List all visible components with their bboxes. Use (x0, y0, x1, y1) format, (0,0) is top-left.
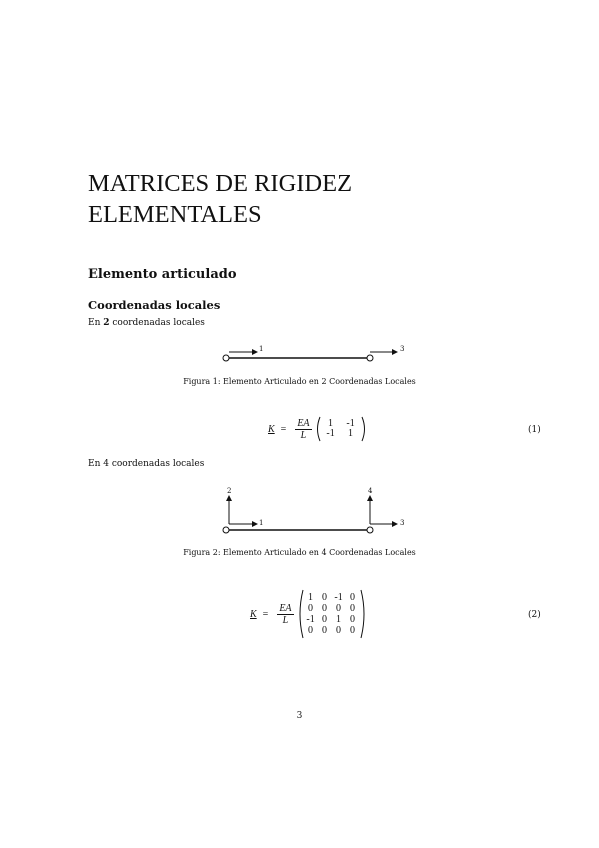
fig1-label-3: 3 (400, 345, 405, 353)
para-pre: En (88, 318, 104, 328)
page-number: 3 (296, 711, 303, 721)
eq2-cell-1-0: 0 (308, 603, 314, 614)
eq1-num: EA (297, 417, 310, 429)
eq1-equals: = (280, 423, 287, 435)
eq1-lhs: K (268, 423, 275, 435)
eq2-matrix (297, 589, 367, 639)
node-right (367, 355, 373, 361)
figure-2-diagram (215, 484, 415, 534)
fig2-label-1: 1 (259, 519, 264, 527)
figure-1-caption: Figura 1: Elemento Articulado en 2 Coordenadas Locales (183, 377, 416, 386)
node-left-2 (223, 527, 229, 533)
figure-1-diagram (215, 342, 415, 366)
subsection-heading: Coordenadas locales (88, 298, 221, 312)
eq1-cell-1-1: 1 (348, 428, 354, 439)
fig2-label-4: 4 (368, 487, 373, 495)
eq2-fraction (277, 603, 293, 626)
eq2-cell-1-3: 0 (350, 603, 356, 614)
eq1-den: L (300, 429, 307, 441)
fig2-label-3: 3 (400, 519, 405, 527)
eq2-matrix-cells (304, 592, 360, 636)
section-heading: Elemento articulado (88, 267, 237, 282)
eq2-lparen (297, 589, 304, 639)
equation-2 (250, 588, 367, 640)
eq2-number: (2) (528, 610, 541, 620)
eq2-cell-3-1: 0 (322, 625, 328, 636)
eq2-cell-0-1: 0 (322, 592, 328, 603)
eq1-cell-0-0: 1 (328, 418, 334, 429)
eq2-cell-2-2: 1 (336, 614, 342, 625)
eq2-cell-3-2: 0 (336, 625, 342, 636)
equation-1 (268, 414, 367, 444)
figure-2-caption: Figura 2: Elemento Articulado en 4 Coordenadas Locales (183, 548, 416, 557)
eq2-cell-0-0: 1 (308, 592, 314, 603)
eq2-cell-0-2: -1 (334, 592, 343, 603)
eq2-num: EA (279, 602, 292, 614)
eq1-number: (1) (528, 425, 541, 435)
node-right-2 (367, 527, 373, 533)
eq2-cell-0-3: 0 (350, 592, 356, 603)
paragraph-2-coords (88, 318, 205, 328)
eq1-cell-0-1: -1 (346, 418, 355, 429)
eq2-cell-3-3: 0 (350, 625, 356, 636)
eq2-lhs: K (250, 608, 257, 620)
para-number: 2 (103, 318, 110, 328)
eq2-equals: = (262, 608, 269, 620)
eq2-cell-2-0: -1 (306, 614, 315, 625)
page-title: MATRICES DE RIGIDEZ ELEMENTALES (88, 170, 353, 228)
fig1-label-1: 1 (259, 345, 264, 353)
eq2-cell-3-0: 0 (308, 625, 314, 636)
eq1-cell-1-0: -1 (326, 428, 335, 439)
eq2-cell-2-1: 0 (322, 614, 328, 625)
eq1-matrix (315, 416, 367, 442)
para-post: coordenadas locales (109, 318, 205, 328)
eq2-cell-1-1: 0 (322, 603, 328, 614)
eq1-matrix-cells (321, 419, 361, 439)
eq1-fraction (295, 418, 311, 441)
eq2-den: L (282, 614, 289, 626)
paragraph-4-coords: En 4 coordenadas locales (88, 459, 205, 469)
eq2-cell-2-3: 0 (350, 614, 356, 625)
fig2-label-2: 2 (227, 487, 232, 495)
eq1-rparen (361, 416, 367, 442)
node-left (223, 355, 229, 361)
eq2-cell-1-2: 0 (336, 603, 342, 614)
eq2-rparen (360, 589, 367, 639)
